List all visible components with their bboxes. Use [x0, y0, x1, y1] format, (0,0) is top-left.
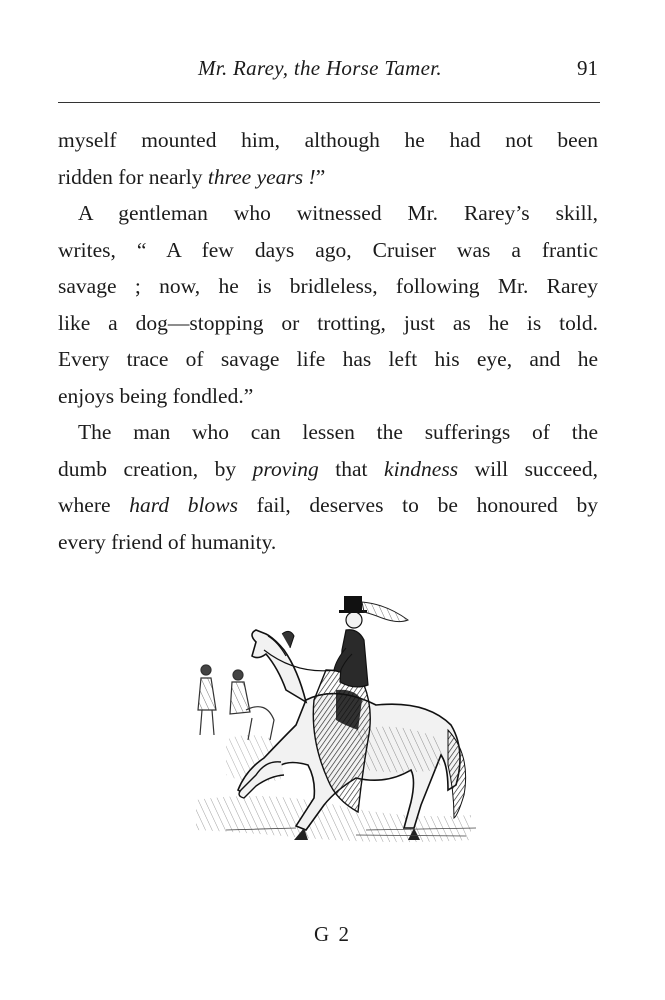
running-head — [58, 54, 600, 84]
emphasis-text: hard blows — [129, 493, 238, 517]
text-span: ” — [315, 164, 326, 189]
text-line: savage ; now, he is bridleless, following Mr. Rarey — [58, 274, 598, 298]
text-span: dumb creation, by — [58, 456, 253, 481]
text-span: where — [58, 493, 130, 517]
engraving-woman-riding-horse-icon — [186, 590, 476, 860]
paragraph-first-line: The man who can lessen the sufferings of the — [78, 420, 598, 444]
text-line: Every trace of savage life has left his eye, and he — [58, 347, 598, 371]
paragraph-first-line: A gentleman who witnessed Mr. Rarey’s skill, — [78, 201, 598, 225]
text-line: writes, “ A few days ago, Cruiser was a frantic — [58, 237, 598, 262]
text-span: that — [318, 456, 385, 481]
text-line: myself mounted him, although he had not been — [58, 128, 598, 152]
text-line — [58, 451, 598, 488]
emphasis-text: proving — [252, 456, 319, 481]
text-line — [58, 487, 598, 524]
emphasis-text: three years ! — [207, 164, 316, 189]
signature-mark: G 2 — [314, 922, 351, 946]
header-rule — [58, 102, 600, 103]
text-span: fail, deserves to be honoured by — [237, 493, 599, 517]
body-text — [58, 122, 598, 560]
text-line: enjoys being fondled.” — [58, 383, 254, 408]
text-line: like a dog—stopping or trotting, just as he is told. — [58, 310, 598, 335]
page-number: 91 — [577, 56, 598, 80]
text-line: every friend of humanity. — [58, 529, 277, 554]
text-span: ridden for nearly — [58, 164, 208, 189]
text-span: will succeed, — [458, 456, 598, 481]
emphasis-text: kindness — [384, 456, 459, 481]
running-title: Mr. Rarey, the Horse Tamer. — [198, 56, 442, 80]
text-line — [58, 159, 598, 196]
